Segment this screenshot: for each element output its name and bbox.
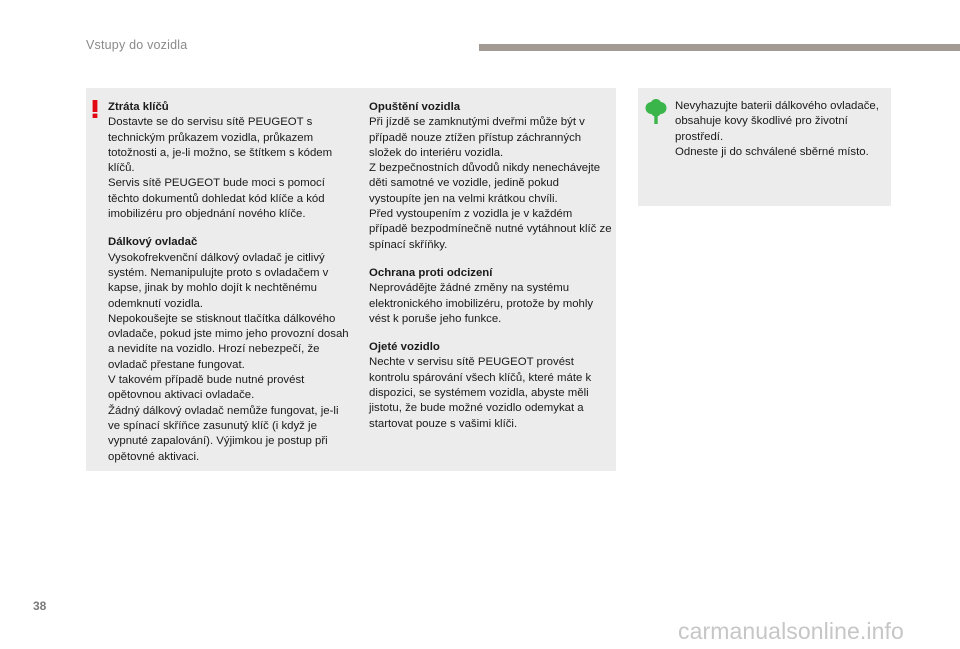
page-number: 38 — [33, 599, 47, 613]
section-leaving-vehicle — [369, 100, 614, 253]
tree-eco-icon — [645, 99, 667, 124]
section-title: Ztráta klíčů — [108, 101, 169, 113]
section-remote-control — [108, 235, 353, 464]
header-divider-bar — [479, 44, 960, 51]
page-section-title: Vstupy do vozidla — [86, 38, 188, 52]
eco-note-text: Nevyhazujte baterii dálkového ovladače, obsahuje kovy škodlivé pro životní prostředí. Odneste ji do schválené sběrné místo. — [675, 100, 879, 158]
section-title: Dálkový ovladač — [108, 236, 198, 249]
section-body: Při jízdě se zamknutými dveřmi může být v případě nouze ztížen přístup záchranných složek do interiéru vozidla. Z bezpečnostních důvodů nikdy nenechávejte děti samotné ve vozidle, jedině pokud vystoupíte jen na velmi krátkou chvíli. Před vystoupením z vozidla je v každém případě bezpodmínečně nutné vytáhnout klíč ze spínací skříňky. — [369, 116, 612, 251]
warning-exclamation-icon — [90, 100, 100, 118]
section-body: Dostavte se do servisu sítě PEUGEOT s technickým průkazem vozidla, průkazem totožnosti a, je-li možno, se štítkem s kódem klíčů. Servis sítě PEUGEOT bude moci s pomocí těchto dokumentů dohledat kód klíče a kód imobilizéru pro objednání nového klíče. — [108, 116, 333, 221]
section-title: Ochrana proti odcizení — [369, 266, 493, 279]
watermark: carmanualsonline.info — [678, 618, 904, 644]
middle-column — [369, 100, 614, 445]
eco-note — [675, 99, 885, 160]
section-body: Nechte v servisu sítě PEUGEOT provést kontrolu spárování všech klíčů, které máte k dispozici, se systémem vozidla, abyste měli jistotu, že bude možné vozidlo odemykat a startovat pouze s vašimi klíči. — [369, 356, 592, 430]
section-body: Neprovádějte žádné změny na systému elektronického imobilizéru, protože by mohly vést k poruše jeho funkce. — [369, 282, 594, 325]
section-used-vehicle — [369, 340, 614, 432]
section-lost-keys — [108, 100, 353, 222]
section-anti-theft — [369, 266, 614, 327]
section-title: Ojeté vozidlo — [369, 341, 440, 354]
section-body: Vysokofrekvenční dálkový ovladač je citlivý systém. Nemanipulujte proto s ovladačem v kapse, jinak by mohlo dojít k nechtěnému odemknutí vozidla. Nepokoušejte se stisknout tlačítka dálkového ovladače, pokud jste mimo jeho provozní dosah a nevidíte na vozidlo. Hrozí nebezpečí, že ovladač přestane fungovat. V takovém případě bude nutné provést opětovnou aktivaci ovladače. Žádný dálkový ovladač nemůže fungovat, je-li ve spínací skříňce zasunutý klíč (i když je vypnuté zapalování). Výjimkou je postup při opětovné aktivaci. — [108, 251, 349, 463]
section-title: Opuštění vozidla — [369, 101, 461, 113]
left-column — [108, 100, 353, 478]
